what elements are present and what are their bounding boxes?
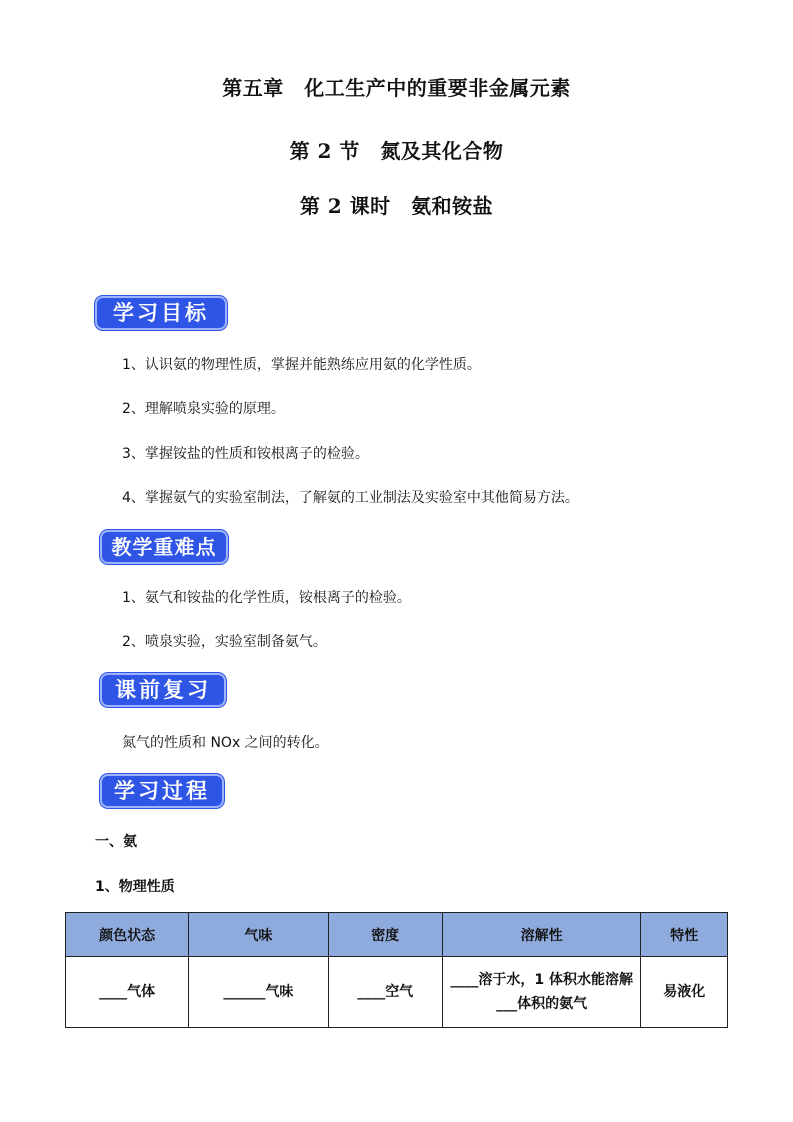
goal-item: 1、认识氨的物理性质，掌握并能熟练应用氨的化学性质。 [122,357,481,373]
review-text: 氮气的性质和 NOx 之间的转化。 [122,735,329,751]
physical-properties-table [65,912,728,1028]
table-cell: ____空气 [328,957,442,1028]
section-title: 第 2 节 氮及其化合物 [289,139,504,163]
table-cell: ______气味 [189,957,328,1028]
key-point-item: 1、氨气和铵盐的化学性质，铵根离子的检验。 [122,590,411,606]
table-header-cell: 密度 [328,913,442,957]
table-header-cell: 特性 [641,913,728,957]
table-header-cell: 溶解性 [442,913,641,957]
table-row [66,957,728,1028]
process-badge: 学习过程 [100,774,224,808]
goal-item: 3、掌握铵盐的性质和铵根离子的检验。 [122,446,369,462]
table-header-cell: 颜色状态 [66,913,189,957]
section-heading: 一、氨 [95,834,137,850]
key-point-item: 2、喷泉实验，实验室制备氨气。 [122,634,327,650]
chapter-title: 第五章 化工生产中的重要非金属元素 [222,76,571,100]
table-cell: ____溶于水，1 体积水能溶解___体积的氨气 [442,957,641,1028]
review-badge: 课前复习 [100,673,226,707]
lesson-title: 第 2 课时 氨和铵盐 [299,194,494,218]
goals-badge: 学习目标 [95,296,227,330]
subsection-heading: 1、物理性质 [95,879,175,895]
table-cell: 易液化 [641,957,728,1028]
table-header-row [66,913,728,957]
table-header-cell: 气味 [189,913,328,957]
key-points-badge: 教学重难点 [100,530,228,564]
goal-item: 4、掌握氨气的实验室制法，了解氨的工业制法及实验室中其他简易方法。 [122,490,579,506]
goal-item: 2、理解喷泉实验的原理。 [122,401,285,417]
table-cell: ____气体 [66,957,189,1028]
